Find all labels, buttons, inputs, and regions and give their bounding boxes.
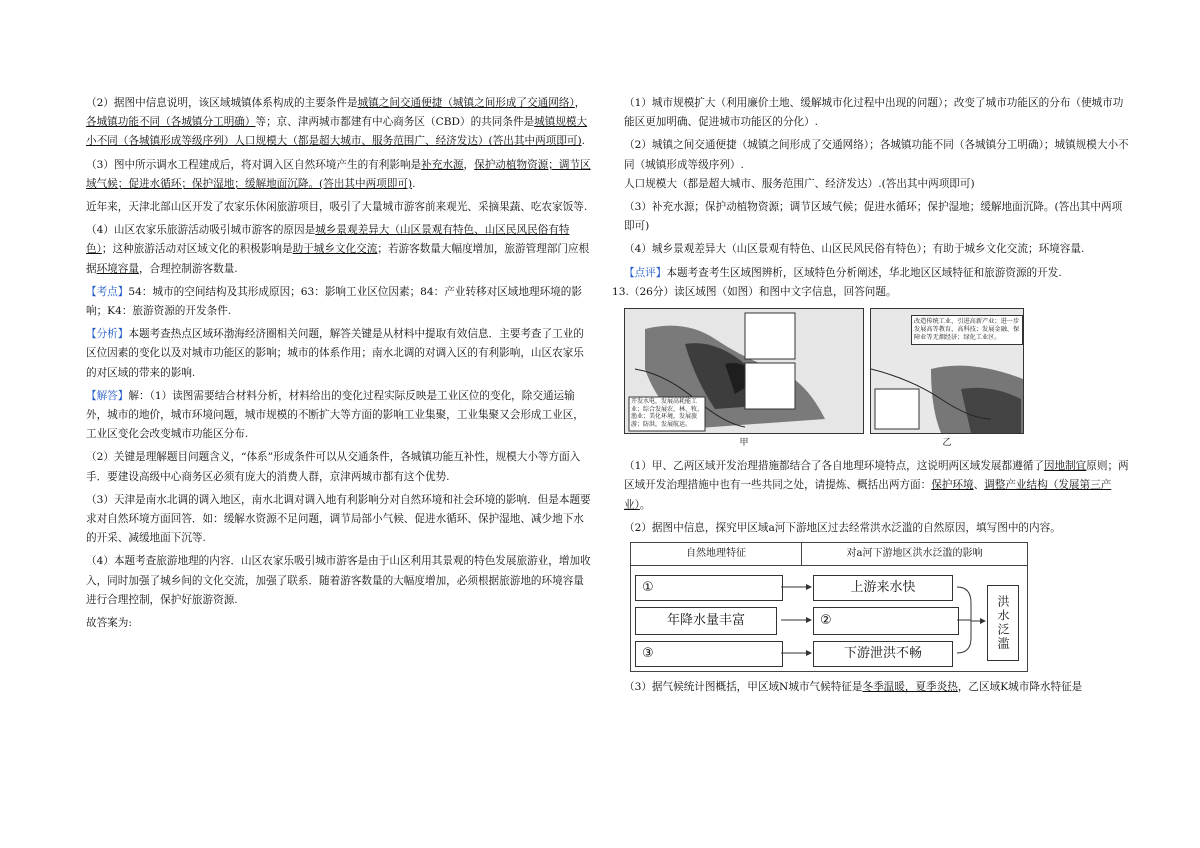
map-jia-wrap xyxy=(624,308,864,453)
left-p2: （3）图中所示调水工程建成后，将对调入区自然环境产生的有利影响是补充水源，保护动植物资源；调节区域气候；促进水循环；保护湿地；缓解地面沉降。(答出其中两项即可). xyxy=(86,158,591,190)
left-p4: （4）山区农家乐旅游活动吸引城市游客的原因是城乡景观差异大（山区景观有特色、山区民风民俗有特色）；这种旅游活动对区域文化的积极影响是助于城乡文化交流；若游客数量大幅度增加，旅游管理部门应根据环境容量，合理控制游客数量. xyxy=(86,224,590,275)
q13-part3: （3）据气候统计图概括，甲区域N城市气候特征是冬季温暖，夏季炎热，乙区域K城市降水特征是 xyxy=(624,681,1083,694)
header-natural-features: 自然地理特征 xyxy=(631,543,802,565)
right-r4: （3）补充水源；保护动植物资源；调节区域气候；促进水循环；保护湿地；缓解地面沉降。(答出其中两项即可) xyxy=(624,201,1123,233)
map-yi-wrap xyxy=(870,308,1024,453)
left-p1: （2）据图中信息说明，该区域城镇体系构成的主要条件是城镇之间交通便捷（城镇之间形成了交通网络），各城镇功能不同（各城镇分工明确）等；京、津两城市都建有中心商务区（CBD）的共同条件是城镇规模大小不同（各城镇形成等级序列）人口规模大（都是超大城市、服务范围广、经济发达）(答出其中两项即可). xyxy=(86,97,588,148)
right-r1: （1）城市规模扩大（利用廉价土地、缓解城市化过程中出现的问题）；改变了城市功能区的分布（使城市功能区更加明确、促进城市功能区的分化）. xyxy=(624,97,1124,129)
map-yi xyxy=(870,308,1024,434)
map-figure xyxy=(624,308,1130,453)
fenxi: 【分析】本题考查热点区域环渤海经济圈相关问题，解答关键是从材料中提取有效信息．主要考查了工业的区位因素的变化以及对城市功能区的影响；城市的体系作用；南水北调的对调入区的有利影响，山区农家乐的对区域的带来的影响. xyxy=(86,328,584,379)
map-jia-label: 甲 xyxy=(739,438,749,449)
box-a3: ③ xyxy=(635,641,783,667)
flow-header xyxy=(631,543,1027,566)
map-jia-text: 开发水电，发展高耗能工业；综合发展农、林、牧、渔业；美化环境，发展旅游；防洪，发展航运。 xyxy=(631,398,704,428)
right-r3: 人口规模大（都是超大城市、服务范围广、经济发达）.(答出其中两项即可) xyxy=(624,177,975,190)
box-b1: 上游来水快 xyxy=(813,575,953,601)
answer-label: 故答案为: xyxy=(86,617,132,630)
jieda-2: （2）关键是理解题目问题含义，“体系”形成条件可以从交通条件，各城镇功能互补性，规模大小等方面入手．要建设高级中心商务区必须有庞大的消费人群，京津两城市都有这个优势. xyxy=(86,451,581,483)
right-r5: （4）城乡景观差异大（山区景观有特色、山区民风民俗有特色）；有助于城乡文化交流；环境容量. xyxy=(624,243,1085,256)
right-column xyxy=(612,94,1130,697)
jieda-4: （4）本题考查旅游地理的内容．山区农家乐吸引城市游客是由于山区利用其景观的特色发展旅游业，增加收入，同时加强了城乡间的文化交流，加强了联系．随着游客数量的大幅度增加，必须根据旅游地的环境容量进行合理控制，保护好旅游资源. xyxy=(86,555,591,606)
jieda-3: （3）天津是南水北调的调入地区，南水北调对调入地有利影响分对自然环境和社会环境的影响．但是本题要求对自然环境方面回答．如：缓解水资源不足问题，调节局部小气候、促进水循环、保护湿地、减少地下水的开采、减缓地面下沉等. xyxy=(86,493,591,545)
right-r2: （2）城镇之间交通便捷（城镇之间形成了交通网络）；各城镇功能不同（各城镇分工明确）；城镇规模大小不同（城镇形成等级序列）. xyxy=(624,139,1129,171)
map-jia xyxy=(624,308,864,434)
box-a1: ① xyxy=(635,575,783,601)
dianping: 【点评】本题考查考生区域图辨析，区域特色分析阐述，华北地区区域特征和旅游资源的开发. xyxy=(624,266,1062,279)
kaodian: 【考点】54：城市的空间结构及其形成原因；63：影响工业区位因素；84：产业转移对区域地理环境的影响；K4：旅游资源的开发条件. xyxy=(86,285,582,318)
left-column xyxy=(86,94,592,633)
q13-part2: （2）据图中信息，探究甲区域a河下游地区过去经常洪水泛滥的自然原因，填写图中的内容。 xyxy=(624,521,1061,534)
map-yi-text: 改造传统工业，引进高新产业；进一步发展高等教育，高科技；发展金融、保障业等无烟经济；绿化工业区。 xyxy=(911,315,1023,345)
box-b2: ② xyxy=(813,607,959,635)
box-a2: 年降水量丰富 xyxy=(635,607,777,635)
flow-diagram xyxy=(630,542,1028,672)
jieda-1: 【解答】解：（1）读图需要结合材料分析，材料给出的变化过程实际反映是工业区位的变化，除交通运输外，城市的地价，城市环境问题，城市规模的不断扩大等方面的影响工业集聚，工业集聚又会形成工业区，工业区变化会改变城市功能区分布. xyxy=(86,389,584,441)
left-p3: 近年来，天津北部山区开发了农家乐休闲旅游项目，吸引了大量城市游客前来观光、采摘果蔬、吃农家饭等. xyxy=(86,201,588,214)
q13-part1: （1）甲、乙两区域开发治理措施都结合了各自地理环境特点，这说明两区域发展都遵循了因地制宜原则；两区域开发治理措施中也有一些共同之处，请提炼、概括出两方面：保护环境、调整产业结构（发展第三产业）。 xyxy=(624,460,1129,511)
box-b3: 下游泄洪不畅 xyxy=(813,641,953,667)
box-flood: 洪水泛滥 xyxy=(987,585,1019,661)
map-yi-label: 乙 xyxy=(942,438,952,449)
header-impact: 对a河下游地区洪水泛滥的影响 xyxy=(846,548,983,560)
question-13: 13.（26分）读区域图（如图）和图中文字信息，回答问题。 xyxy=(612,285,897,298)
